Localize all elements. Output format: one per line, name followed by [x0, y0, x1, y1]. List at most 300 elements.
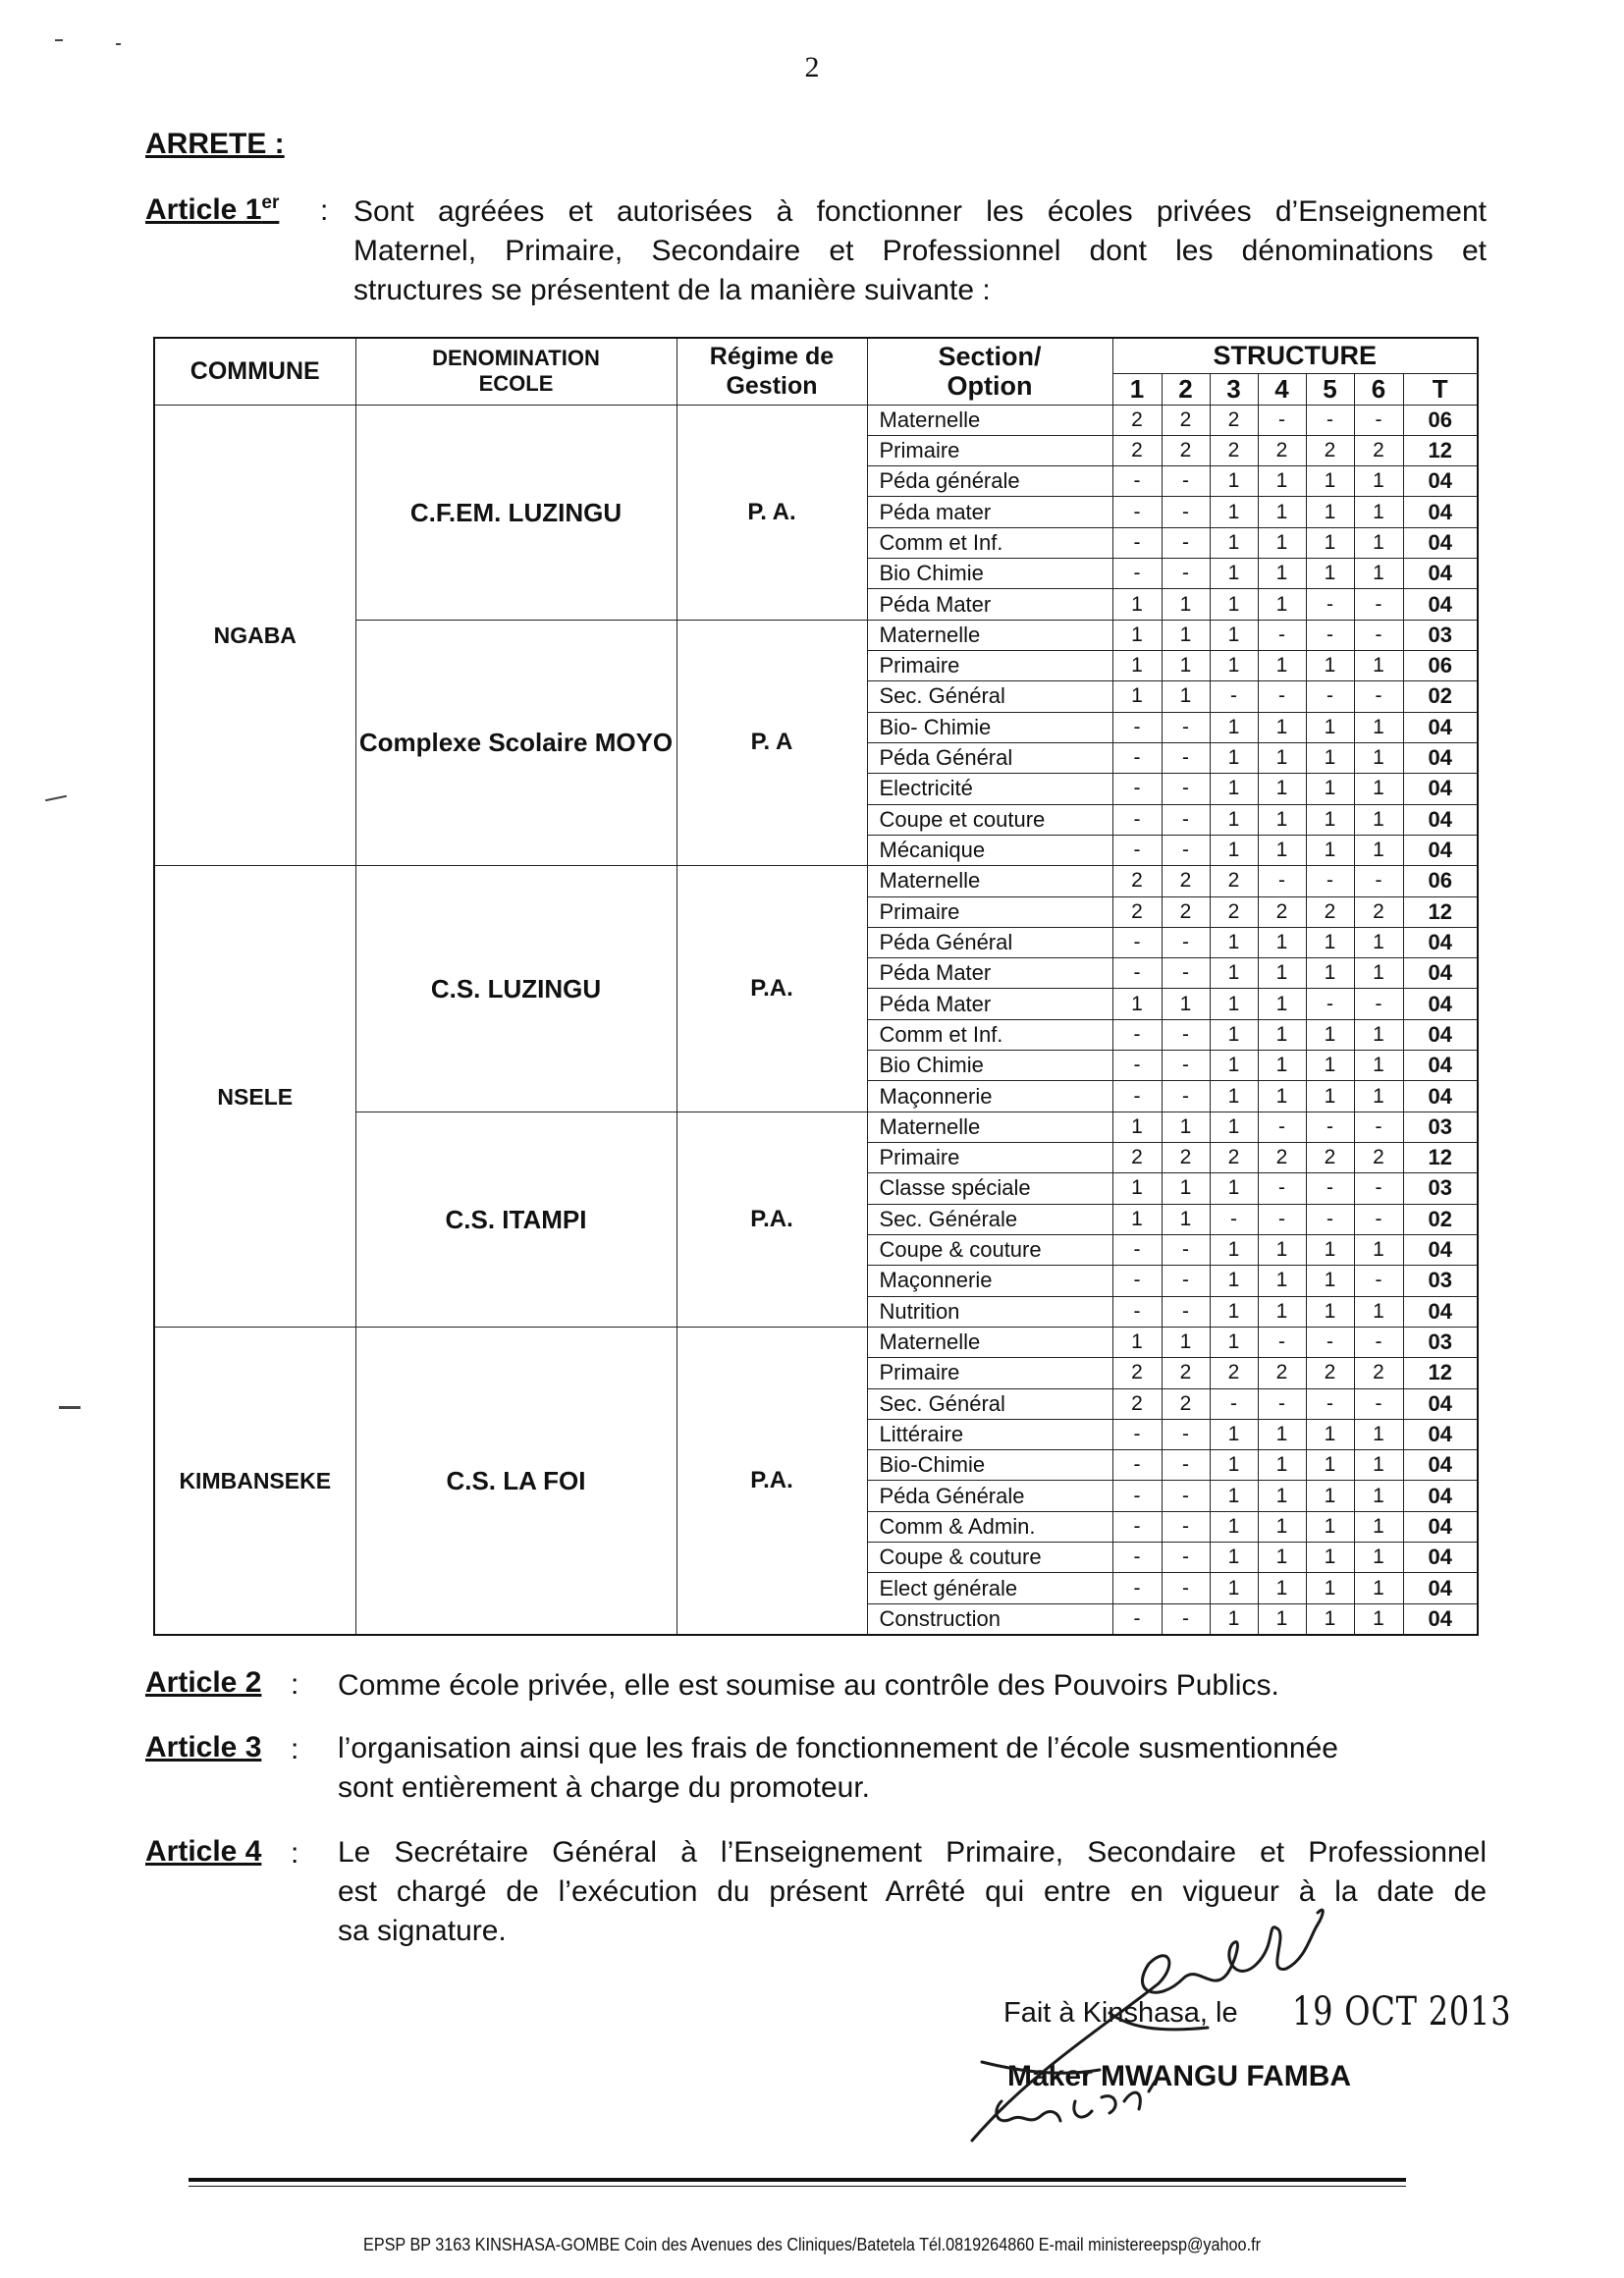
year-1-cell: -	[1112, 1543, 1162, 1573]
year-4-cell: 1	[1258, 1543, 1306, 1573]
year-2-cell: 2	[1162, 896, 1210, 927]
year-2-cell: 1	[1162, 620, 1210, 650]
section-option-cell: Comm et Inf.	[867, 527, 1112, 558]
header-section-line2: Option	[947, 371, 1033, 402]
year-1-cell: 2	[1112, 896, 1162, 927]
school-name-cell: C.S. LUZINGU	[355, 866, 677, 1112]
year-4-cell: 2	[1258, 1143, 1306, 1173]
year-2-cell: 1	[1162, 1112, 1210, 1142]
regime-cell: P.A.	[677, 1327, 867, 1635]
year-4-cell: 2	[1258, 896, 1306, 927]
year-4-cell: -	[1258, 1388, 1306, 1419]
year-5-cell: 1	[1306, 527, 1354, 558]
section-option-cell: Primaire	[867, 896, 1112, 927]
section-option-cell: Péda mater	[867, 497, 1112, 527]
year-6-cell: -	[1354, 1327, 1403, 1357]
section-option-cell: Péda Général	[867, 742, 1112, 773]
year-4-cell: -	[1258, 1204, 1306, 1234]
commune-cell: NGABA	[154, 405, 355, 866]
article-4-colon: :	[291, 1837, 299, 1870]
year-6-cell: 1	[1354, 958, 1403, 989]
section-option-cell: Littéraire	[867, 1419, 1112, 1449]
section-option-cell: Sec. Général	[867, 1388, 1112, 1419]
section-option-cell: Maternelle	[867, 1112, 1112, 1142]
year-1-cell: 2	[1112, 405, 1162, 435]
total-cell: 03	[1403, 1112, 1478, 1142]
section-option-cell: Coupe & couture	[867, 1234, 1112, 1265]
year-1-cell: -	[1112, 1419, 1162, 1449]
school-name-cell: Complexe Scolaire MOYO	[355, 620, 677, 866]
year-6-cell: 1	[1354, 1296, 1403, 1327]
total-cell: 04	[1403, 1419, 1478, 1449]
year-2-cell: -	[1162, 1234, 1210, 1265]
year-4-cell: -	[1258, 405, 1306, 435]
header-regime-line2: Gestion	[726, 372, 818, 401]
year-4-cell: 2	[1258, 1358, 1306, 1388]
year-6-cell: 1	[1354, 1081, 1403, 1112]
total-cell: 04	[1403, 1051, 1478, 1081]
section-option-cell: Bio- Chimie	[867, 712, 1112, 742]
page-number: 2	[804, 51, 820, 83]
regime-cell: P. A.	[677, 405, 867, 620]
year-5-cell: 2	[1306, 1143, 1354, 1173]
year-4-cell: -	[1258, 620, 1306, 650]
year-2-cell: 2	[1162, 1143, 1210, 1173]
commune-cell: KIMBANSEKE	[154, 1327, 355, 1635]
total-cell: 02	[1403, 681, 1478, 712]
section-option-cell: Coupe et couture	[867, 804, 1112, 835]
year-2-cell: -	[1162, 527, 1210, 558]
year-3-cell: 1	[1210, 1573, 1258, 1603]
year-6-cell: 2	[1354, 1143, 1403, 1173]
year-2-cell: 1	[1162, 651, 1210, 681]
article-1-label-superscript: er	[261, 192, 280, 213]
year-6-cell: 1	[1354, 466, 1403, 497]
year-5-cell: 1	[1306, 1573, 1354, 1603]
total-cell: 02	[1403, 1204, 1478, 1234]
year-4-cell: 1	[1258, 1450, 1306, 1481]
total-cell: 06	[1403, 651, 1478, 681]
total-cell: 12	[1403, 896, 1478, 927]
year-2-cell: 2	[1162, 435, 1210, 465]
article-3-label: Article 3	[145, 1731, 262, 1763]
year-4-cell: 1	[1258, 989, 1306, 1019]
year-1-cell: -	[1112, 958, 1162, 989]
year-1-cell: -	[1112, 527, 1162, 558]
year-2-cell: -	[1162, 1296, 1210, 1327]
total-cell: 04	[1403, 1573, 1478, 1603]
year-1-cell: 1	[1112, 589, 1162, 620]
total-cell: 04	[1403, 927, 1478, 957]
year-4-cell: 1	[1258, 1573, 1306, 1603]
year-4-cell: -	[1258, 1173, 1306, 1204]
year-5-cell: 1	[1306, 1543, 1354, 1573]
article-2-label: Article 2	[145, 1666, 262, 1699]
year-5-cell: -	[1306, 1204, 1354, 1234]
footer-rule	[189, 2178, 1406, 2182]
header-section	[867, 338, 1112, 405]
year-6-cell: 1	[1354, 927, 1403, 957]
article-1-line: structures se présentent de la manière suivante :	[353, 274, 991, 306]
section-option-cell: Bio Chimie	[867, 559, 1112, 589]
school-name-cell: C.F.EM. LUZINGU	[355, 405, 677, 620]
year-5-cell: 1	[1306, 742, 1354, 773]
total-cell: 04	[1403, 589, 1478, 620]
article-2-text	[338, 1666, 1487, 1706]
year-2-cell: 2	[1162, 405, 1210, 435]
header-col-3: 3	[1210, 373, 1258, 405]
year-6-cell: -	[1354, 1266, 1403, 1296]
year-1-cell: 1	[1112, 1173, 1162, 1204]
article-3-text	[338, 1729, 1487, 1808]
year-5-cell: -	[1306, 589, 1354, 620]
year-2-cell: 1	[1162, 1204, 1210, 1234]
year-3-cell: 2	[1210, 405, 1258, 435]
year-6-cell: 1	[1354, 1051, 1403, 1081]
section-option-cell: Péda Mater	[867, 989, 1112, 1019]
year-5-cell: 2	[1306, 1358, 1354, 1388]
article-2-line: Comme école privée, elle est soumise au contrôle des Pouvoirs Publics.	[338, 1669, 1279, 1702]
total-cell: 04	[1403, 958, 1478, 989]
year-3-cell: 1	[1210, 804, 1258, 835]
table-row	[154, 866, 1478, 896]
header-commune: COMMUNE	[154, 338, 355, 405]
year-2-cell: -	[1162, 1419, 1210, 1449]
year-6-cell: -	[1354, 405, 1403, 435]
total-cell: 04	[1403, 742, 1478, 773]
article-1-label	[145, 192, 279, 227]
year-1-cell: -	[1112, 1603, 1162, 1635]
year-5-cell: 1	[1306, 1081, 1354, 1112]
year-5-cell: 1	[1306, 1603, 1354, 1635]
year-4-cell: 1	[1258, 1234, 1306, 1265]
section-option-cell: Bio-Chimie	[867, 1450, 1112, 1481]
year-6-cell: 1	[1354, 651, 1403, 681]
year-6-cell: 1	[1354, 1511, 1403, 1542]
year-5-cell: -	[1306, 1388, 1354, 1419]
year-2-cell: -	[1162, 497, 1210, 527]
year-1-cell: 1	[1112, 1327, 1162, 1357]
total-cell: 04	[1403, 1081, 1478, 1112]
year-5-cell: -	[1306, 1112, 1354, 1142]
section-option-cell: Comm et Inf.	[867, 1019, 1112, 1050]
scan-speck	[116, 43, 121, 45]
year-1-cell: -	[1112, 1081, 1162, 1112]
year-5-cell: 1	[1306, 1051, 1354, 1081]
year-1-cell: -	[1112, 1573, 1162, 1603]
total-cell: 06	[1403, 405, 1478, 435]
year-6-cell: 1	[1354, 774, 1403, 804]
regime-cell: P.A.	[677, 1112, 867, 1327]
section-option-cell: Péda générale	[867, 466, 1112, 497]
year-6-cell: 1	[1354, 804, 1403, 835]
year-4-cell: 1	[1258, 712, 1306, 742]
section-option-cell: Electricité	[867, 774, 1112, 804]
total-cell: 03	[1403, 1266, 1478, 1296]
header-col-2: 2	[1162, 373, 1210, 405]
year-6-cell: 1	[1354, 497, 1403, 527]
year-1-cell: 2	[1112, 1143, 1162, 1173]
scan-speck	[45, 795, 67, 802]
year-1-cell: -	[1112, 1019, 1162, 1050]
section-option-cell: Classe spéciale	[867, 1173, 1112, 1204]
year-3-cell: 1	[1210, 927, 1258, 957]
year-5-cell: 1	[1306, 1296, 1354, 1327]
year-4-cell: 1	[1258, 466, 1306, 497]
year-5-cell: 1	[1306, 774, 1354, 804]
year-6-cell: 1	[1354, 1603, 1403, 1635]
year-4-cell: 1	[1258, 497, 1306, 527]
year-1-cell: -	[1112, 559, 1162, 589]
year-6-cell: 1	[1354, 835, 1403, 865]
total-cell: 04	[1403, 497, 1478, 527]
year-2-cell: 2	[1162, 866, 1210, 896]
regime-cell: P. A	[677, 620, 867, 866]
section-option-cell: Péda Générale	[867, 1481, 1112, 1511]
total-cell: 04	[1403, 1511, 1478, 1542]
year-1-cell: -	[1112, 774, 1162, 804]
article-4-label: Article 4	[145, 1835, 262, 1868]
year-2-cell: 1	[1162, 1173, 1210, 1204]
school-name-cell: C.S. LA FOI	[355, 1327, 677, 1635]
year-3-cell: 1	[1210, 958, 1258, 989]
year-6-cell: 1	[1354, 527, 1403, 558]
section-option-cell: Maternelle	[867, 405, 1112, 435]
year-2-cell: -	[1162, 927, 1210, 957]
total-cell: 04	[1403, 774, 1478, 804]
year-4-cell: 1	[1258, 804, 1306, 835]
total-cell: 03	[1403, 1173, 1478, 1204]
total-cell: 04	[1403, 1603, 1478, 1635]
year-6-cell: -	[1354, 989, 1403, 1019]
year-2-cell: 1	[1162, 589, 1210, 620]
total-cell: 04	[1403, 1296, 1478, 1327]
header-regime-line1: Régime de	[709, 343, 835, 371]
year-3-cell: 1	[1210, 1234, 1258, 1265]
year-2-cell: -	[1162, 774, 1210, 804]
year-5-cell: 1	[1306, 1481, 1354, 1511]
year-6-cell: 2	[1354, 435, 1403, 465]
header-regime	[677, 338, 867, 405]
year-4-cell: 2	[1258, 435, 1306, 465]
year-3-cell: 1	[1210, 1419, 1258, 1449]
section-option-cell: Primaire	[867, 1358, 1112, 1388]
article-1-colon: :	[320, 194, 329, 227]
year-1-cell: 2	[1112, 1358, 1162, 1388]
year-2-cell: 2	[1162, 1388, 1210, 1419]
year-5-cell: 1	[1306, 466, 1354, 497]
year-4-cell: -	[1258, 1327, 1306, 1357]
year-4-cell: 1	[1258, 527, 1306, 558]
total-cell: 04	[1403, 527, 1478, 558]
year-4-cell: 1	[1258, 774, 1306, 804]
year-6-cell: 1	[1354, 742, 1403, 773]
year-1-cell: -	[1112, 466, 1162, 497]
school-name-cell: C.S. ITAMPI	[355, 1112, 677, 1327]
year-2-cell: -	[1162, 742, 1210, 773]
year-1-cell: -	[1112, 1481, 1162, 1511]
year-5-cell: 2	[1306, 435, 1354, 465]
article-1-line: Sont agréées et autorisées à fonctionner les écoles privées d’Enseignement	[353, 195, 1487, 228]
section-option-cell: Comm & Admin.	[867, 1511, 1112, 1542]
article-1-text	[353, 192, 1487, 310]
year-5-cell: 1	[1306, 1266, 1354, 1296]
year-3-cell: -	[1210, 681, 1258, 712]
section-option-cell: Primaire	[867, 651, 1112, 681]
year-2-cell: -	[1162, 712, 1210, 742]
year-4-cell: 1	[1258, 1419, 1306, 1449]
year-3-cell: 1	[1210, 1173, 1258, 1204]
place-and-date: Fait à Kinshasa, le	[1003, 1997, 1238, 2029]
year-6-cell: -	[1354, 681, 1403, 712]
year-5-cell: 1	[1306, 1419, 1354, 1449]
year-6-cell: -	[1354, 1204, 1403, 1234]
total-cell: 12	[1403, 1143, 1478, 1173]
year-2-cell: -	[1162, 1266, 1210, 1296]
school-structure-table	[153, 337, 1479, 1636]
header-structure: STRUCTURE	[1112, 338, 1478, 373]
year-3-cell: 1	[1210, 589, 1258, 620]
total-cell: 04	[1403, 1450, 1478, 1481]
year-5-cell: -	[1306, 681, 1354, 712]
year-1-cell: 1	[1112, 1112, 1162, 1142]
year-6-cell: -	[1354, 589, 1403, 620]
year-6-cell: -	[1354, 620, 1403, 650]
year-2-cell: -	[1162, 1543, 1210, 1573]
total-cell: 12	[1403, 435, 1478, 465]
year-3-cell: 1	[1210, 1327, 1258, 1357]
year-3-cell: 1	[1210, 527, 1258, 558]
year-4-cell: 1	[1258, 559, 1306, 589]
header-col-total: T	[1403, 373, 1478, 405]
year-4-cell: -	[1258, 1112, 1306, 1142]
year-1-cell: 2	[1112, 435, 1162, 465]
year-6-cell: 1	[1354, 1419, 1403, 1449]
year-5-cell: -	[1306, 866, 1354, 896]
year-1-cell: -	[1112, 1450, 1162, 1481]
section-option-cell: Maternelle	[867, 866, 1112, 896]
year-3-cell: 1	[1210, 712, 1258, 742]
year-1-cell: -	[1112, 804, 1162, 835]
year-1-cell: 1	[1112, 620, 1162, 650]
year-5-cell: 2	[1306, 896, 1354, 927]
year-5-cell: -	[1306, 1173, 1354, 1204]
header-col-6: 6	[1354, 373, 1403, 405]
year-4-cell: 1	[1258, 1511, 1306, 1542]
article-4-line: est chargé de l’exécution du présent Arrêté qui entre en vigueur à la date de	[338, 1875, 1487, 1908]
article-3-colon: :	[291, 1733, 299, 1765]
table-row	[154, 1327, 1478, 1357]
year-1-cell: -	[1112, 927, 1162, 957]
year-1-cell: -	[1112, 835, 1162, 865]
table-body	[154, 405, 1478, 1635]
article-3-line: l’organisation ainsi que les frais de fonctionnement de l’école susmentionnée	[338, 1732, 1338, 1764]
year-3-cell: 2	[1210, 1143, 1258, 1173]
year-1-cell: -	[1112, 497, 1162, 527]
year-6-cell: 1	[1354, 1543, 1403, 1573]
year-6-cell: -	[1354, 1173, 1403, 1204]
year-2-cell: -	[1162, 559, 1210, 589]
year-3-cell: 2	[1210, 435, 1258, 465]
year-4-cell: 1	[1258, 1603, 1306, 1635]
year-3-cell: 2	[1210, 866, 1258, 896]
year-2-cell: -	[1162, 804, 1210, 835]
year-4-cell: 1	[1258, 1481, 1306, 1511]
total-cell: 04	[1403, 466, 1478, 497]
year-1-cell: -	[1112, 1296, 1162, 1327]
year-5-cell: 1	[1306, 559, 1354, 589]
year-3-cell: 1	[1210, 1511, 1258, 1542]
year-5-cell: 1	[1306, 927, 1354, 957]
year-4-cell: 1	[1258, 589, 1306, 620]
header-denomination	[355, 338, 677, 405]
year-2-cell: -	[1162, 1019, 1210, 1050]
total-cell: 04	[1403, 835, 1478, 865]
year-2-cell: 1	[1162, 1327, 1210, 1357]
total-cell: 04	[1403, 559, 1478, 589]
article-3-line: sont entièrement à charge du promoteur.	[338, 1771, 870, 1804]
header-col-4: 4	[1258, 373, 1306, 405]
section-option-cell: Bio Chimie	[867, 1051, 1112, 1081]
year-4-cell: 1	[1258, 1051, 1306, 1081]
year-2-cell: -	[1162, 1573, 1210, 1603]
section-option-cell: Sec. Générale	[867, 1204, 1112, 1234]
year-5-cell: 1	[1306, 804, 1354, 835]
year-5-cell: 1	[1306, 712, 1354, 742]
year-4-cell: 1	[1258, 1081, 1306, 1112]
section-option-cell: Primaire	[867, 435, 1112, 465]
total-cell: 04	[1403, 804, 1478, 835]
year-3-cell: 1	[1210, 1296, 1258, 1327]
section-option-cell: Maçonnerie	[867, 1081, 1112, 1112]
section-option-cell: Maternelle	[867, 1327, 1112, 1357]
year-4-cell: 1	[1258, 1296, 1306, 1327]
article-4-line: Le Secrétaire Général à l’Enseignement Primaire, Secondaire et Professionnel	[338, 1836, 1487, 1869]
year-4-cell: 1	[1258, 651, 1306, 681]
section-option-cell: Sec. Général	[867, 681, 1112, 712]
year-2-cell: -	[1162, 835, 1210, 865]
total-cell: 06	[1403, 866, 1478, 896]
year-2-cell: 2	[1162, 1358, 1210, 1388]
year-6-cell: -	[1354, 866, 1403, 896]
total-cell: 04	[1403, 1019, 1478, 1050]
article-2-colon: :	[291, 1668, 299, 1701]
year-3-cell: 1	[1210, 559, 1258, 589]
year-2-cell: -	[1162, 1450, 1210, 1481]
year-6-cell: 2	[1354, 896, 1403, 927]
year-5-cell: 1	[1306, 1511, 1354, 1542]
total-cell: 04	[1403, 1234, 1478, 1265]
year-1-cell: -	[1112, 1051, 1162, 1081]
year-5-cell: 1	[1306, 1019, 1354, 1050]
total-cell: 03	[1403, 1327, 1478, 1357]
year-5-cell: 1	[1306, 1234, 1354, 1265]
year-1-cell: 1	[1112, 681, 1162, 712]
year-4-cell: 1	[1258, 958, 1306, 989]
year-5-cell: 1	[1306, 651, 1354, 681]
year-5-cell: -	[1306, 989, 1354, 1019]
year-3-cell: 2	[1210, 1358, 1258, 1388]
year-5-cell: -	[1306, 620, 1354, 650]
year-2-cell: -	[1162, 1081, 1210, 1112]
year-6-cell: 1	[1354, 1019, 1403, 1050]
article-4-line: sa signature.	[338, 1915, 507, 1947]
section-option-cell: Maçonnerie	[867, 1266, 1112, 1296]
total-cell: 04	[1403, 712, 1478, 742]
year-2-cell: -	[1162, 1481, 1210, 1511]
footer-contact: EPSP BP 3163 KINSHASA-GOMBE Coin des Avenues des Cliniques/Batetela Tél.0819264860 E-mail ministereepsp@yahoo.fr	[363, 2235, 1261, 2254]
footer-rule-thin	[189, 2186, 1406, 2187]
